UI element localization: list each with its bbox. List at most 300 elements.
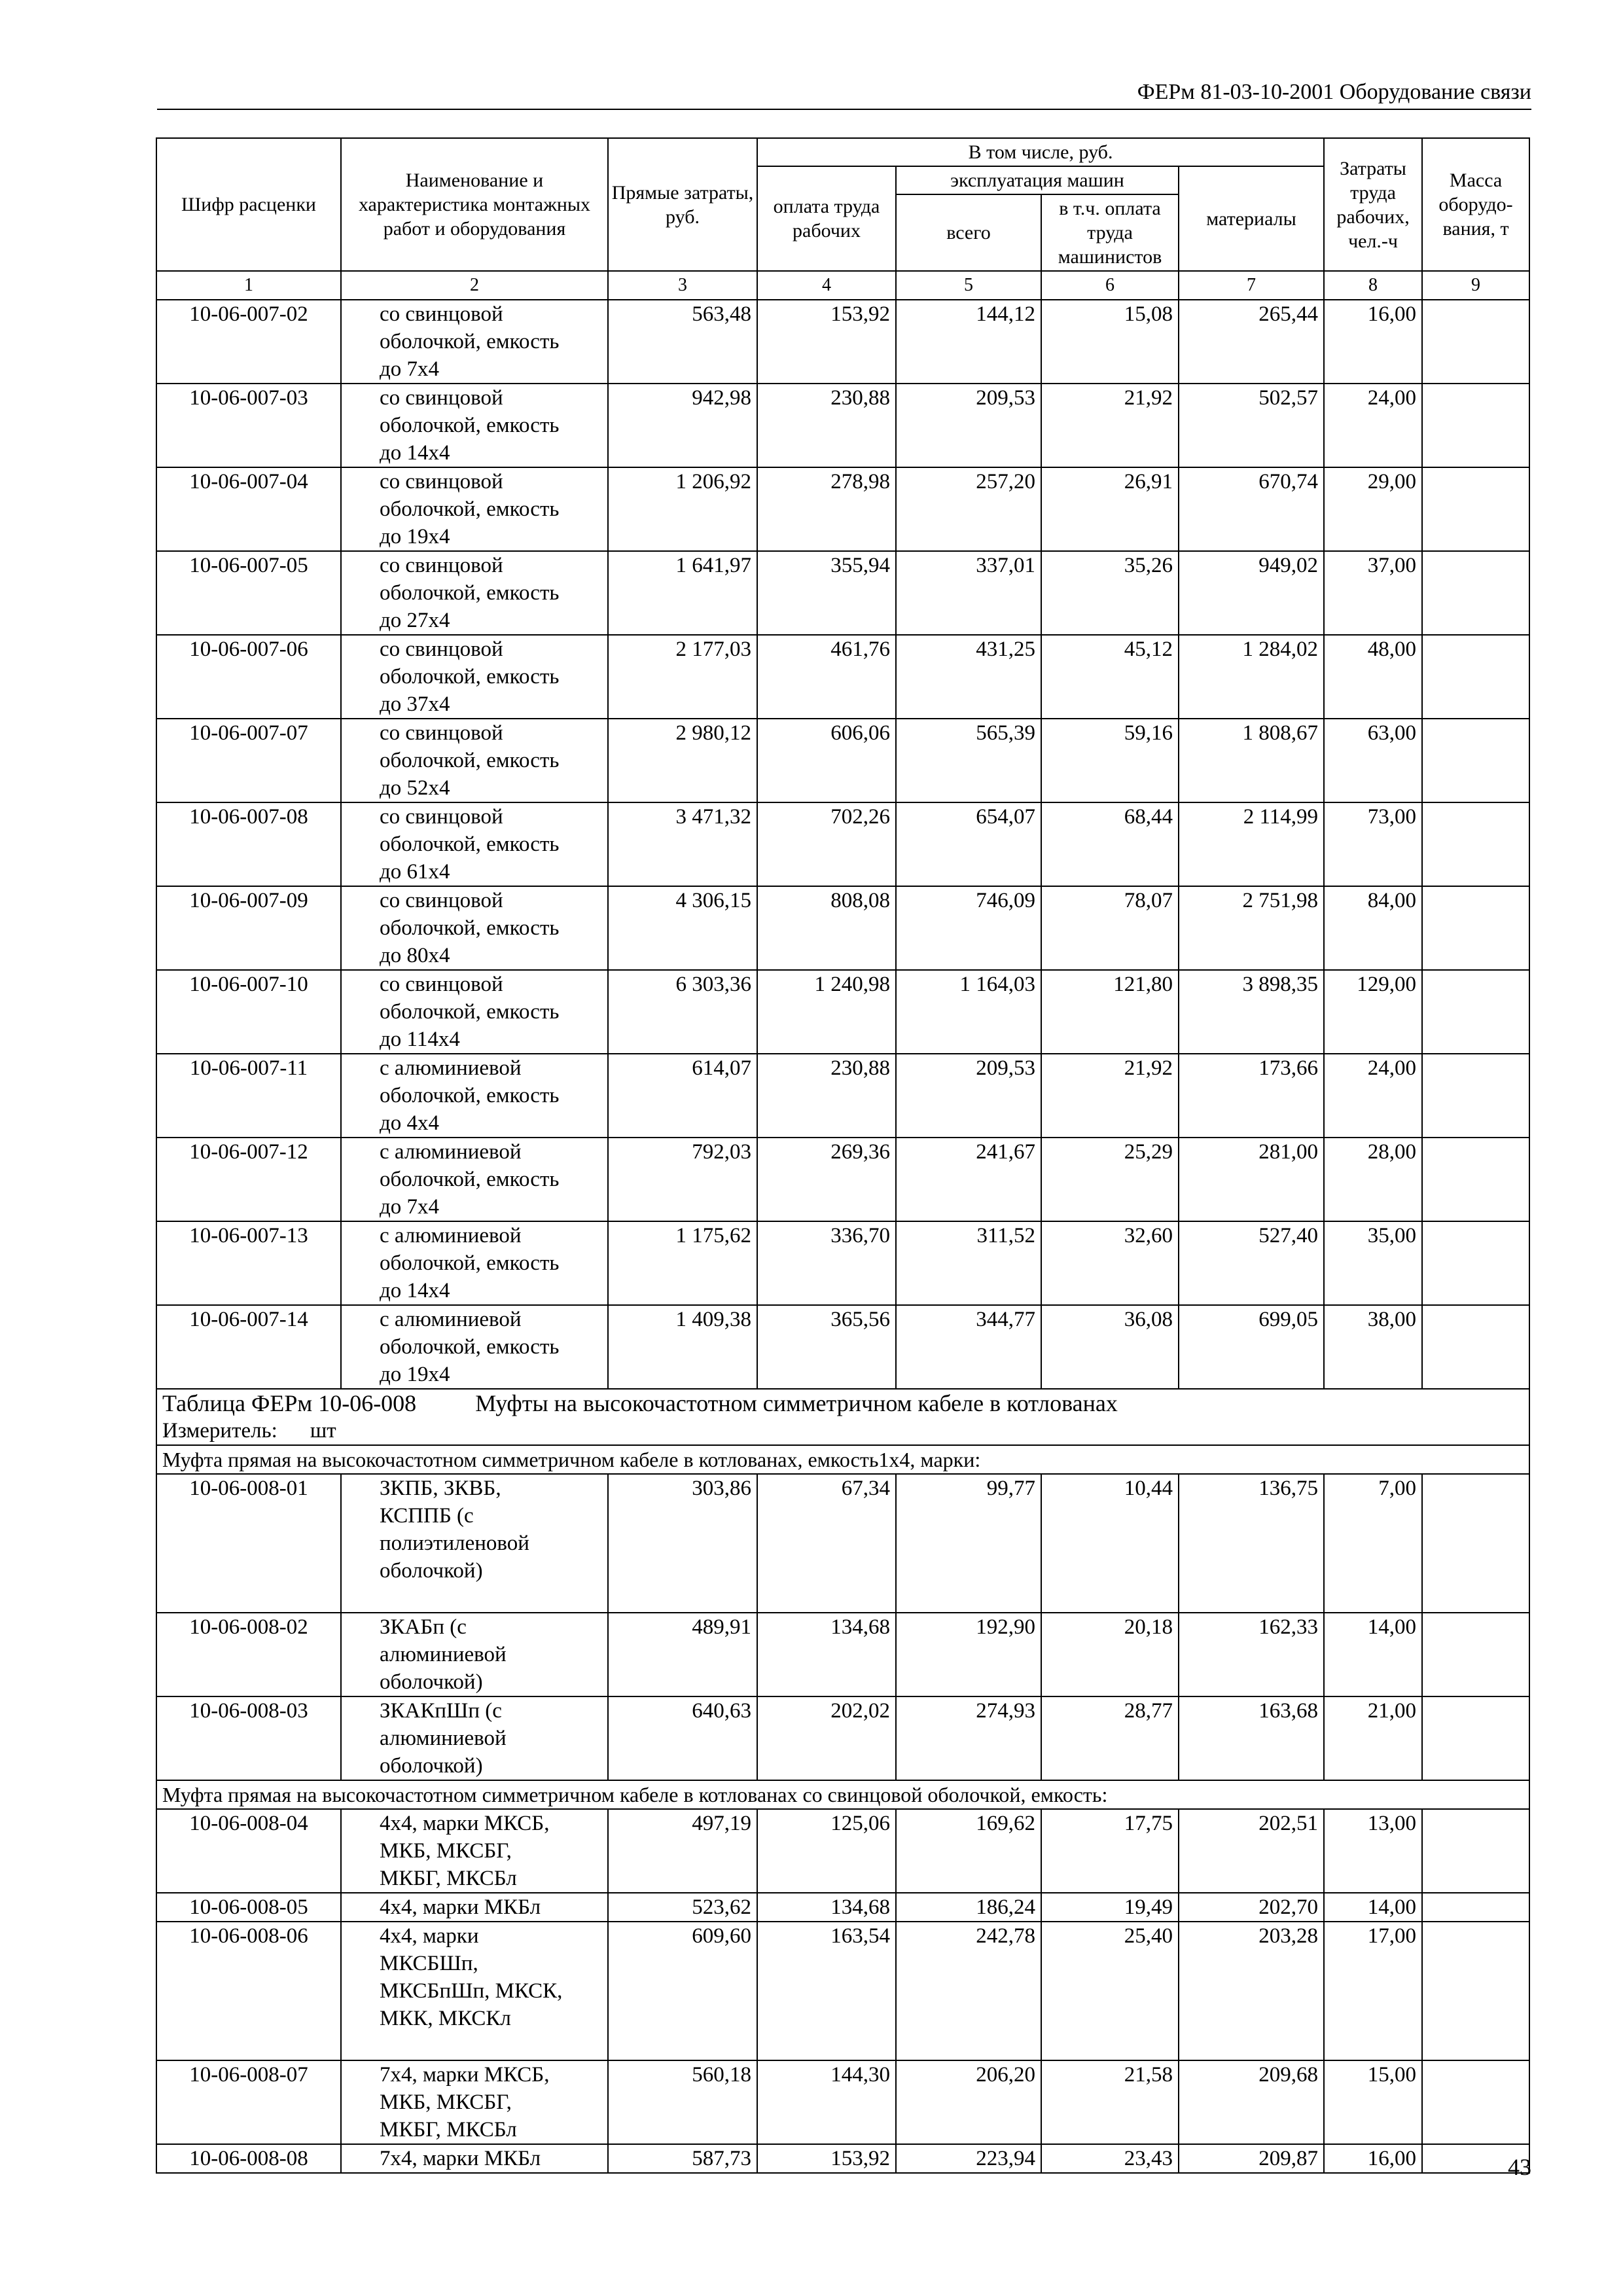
value-cell: 68,44 bbox=[1041, 802, 1179, 886]
table-row bbox=[156, 1305, 1529, 1389]
section-row bbox=[156, 1445, 1529, 1474]
rate-code: 10-06-007-13 bbox=[156, 1221, 341, 1305]
work-name-line: с алюминиевой bbox=[380, 1140, 522, 1164]
value-cell bbox=[1422, 1613, 1529, 1696]
work-name-line: до 19х4 bbox=[380, 525, 450, 548]
column-number: 5 bbox=[896, 271, 1041, 300]
column-number: 6 bbox=[1041, 271, 1179, 300]
value-cell: 4 306,15 bbox=[608, 886, 757, 970]
value-cell: 13,00 bbox=[1324, 1809, 1422, 1893]
table-row bbox=[156, 1922, 1529, 2060]
work-name bbox=[341, 719, 608, 802]
rate-code: 10-06-007-08 bbox=[156, 802, 341, 886]
value-cell: 45,12 bbox=[1041, 635, 1179, 719]
page-header bbox=[157, 77, 1531, 110]
value-cell: 32,60 bbox=[1041, 1221, 1179, 1305]
value-cell: 26,91 bbox=[1041, 467, 1179, 551]
value-cell: 431,25 bbox=[896, 635, 1041, 719]
value-cell: 173,66 bbox=[1179, 1054, 1324, 1138]
value-cell: 21,58 bbox=[1041, 2060, 1179, 2144]
value-cell: 274,93 bbox=[896, 1696, 1041, 1780]
work-name-line: оболочкой, емкость bbox=[380, 916, 560, 940]
rate-code: 10-06-007-02 bbox=[156, 300, 341, 384]
value-cell bbox=[1422, 551, 1529, 635]
work-name-line: со свинцовой bbox=[380, 302, 503, 326]
value-cell: 14,00 bbox=[1324, 1893, 1422, 1922]
table-row bbox=[156, 1809, 1529, 1893]
rate-code: 10-06-007-12 bbox=[156, 1138, 341, 1221]
work-name-line: МКБ, МКСБГ, bbox=[380, 2090, 512, 2114]
work-name-line: оболочкой) bbox=[380, 1754, 483, 1778]
work-name-line: МКК, МКСКл bbox=[380, 2007, 511, 2030]
value-cell: 209,53 bbox=[896, 1054, 1041, 1138]
value-cell: 209,68 bbox=[1179, 2060, 1324, 2144]
value-cell: 242,78 bbox=[896, 1922, 1041, 2060]
work-name-line: оболочкой, емкость bbox=[380, 330, 560, 353]
column-number: 9 bbox=[1422, 271, 1529, 300]
column-number: 3 bbox=[608, 271, 757, 300]
table-row bbox=[156, 802, 1529, 886]
value-cell: 303,86 bbox=[608, 1474, 757, 1613]
value-cell: 24,00 bbox=[1324, 384, 1422, 467]
value-cell: 21,92 bbox=[1041, 1054, 1179, 1138]
work-name-line: 4х4, марки bbox=[380, 1924, 479, 1948]
section-heading: Муфта прямая на высокочастотном симметричном кабеле в котлованах, емкость1х4, марки: bbox=[156, 1445, 1529, 1474]
work-name bbox=[341, 1696, 608, 1780]
rate-code: 10-06-008-01 bbox=[156, 1474, 341, 1613]
work-name bbox=[341, 970, 608, 1054]
work-name bbox=[341, 1138, 608, 1221]
value-cell: 163,68 bbox=[1179, 1696, 1324, 1780]
value-cell: 699,05 bbox=[1179, 1305, 1324, 1389]
table-row bbox=[156, 1474, 1529, 1613]
value-cell: 563,48 bbox=[608, 300, 757, 384]
value-cell: 17,75 bbox=[1041, 1809, 1179, 1893]
work-name-line: со свинцовой bbox=[380, 721, 503, 745]
work-name-line: оболочкой, емкость bbox=[380, 749, 560, 772]
col-machines-header: эксплуатация машин bbox=[896, 166, 1179, 194]
value-cell: 186,24 bbox=[896, 1893, 1041, 1922]
work-name-line: со свинцовой bbox=[380, 889, 503, 912]
col-labor-header: Затраты труда рабочих, чел.-ч bbox=[1324, 138, 1422, 271]
table-title-row bbox=[156, 1389, 1529, 1417]
value-cell: 15,08 bbox=[1041, 300, 1179, 384]
col-wage-header: оплата труда рабочих bbox=[757, 166, 896, 271]
work-name bbox=[341, 551, 608, 635]
value-cell: 206,20 bbox=[896, 2060, 1041, 2144]
work-name-line: МКБ, МКСБГ, bbox=[380, 1839, 512, 1863]
meter bbox=[156, 1417, 1529, 1445]
column-number: 7 bbox=[1179, 271, 1324, 300]
value-cell: 269,36 bbox=[757, 1138, 896, 1221]
work-name-line: МКСБШп, bbox=[380, 1952, 478, 1975]
rate-code: 10-06-008-07 bbox=[156, 2060, 341, 2144]
work-name bbox=[341, 1922, 608, 2060]
rate-code: 10-06-008-05 bbox=[156, 1893, 341, 1922]
meter-unit: шт bbox=[310, 1419, 336, 1443]
work-name-line: с алюминиевой bbox=[380, 1308, 522, 1331]
rate-code: 10-06-007-06 bbox=[156, 635, 341, 719]
work-name bbox=[341, 2144, 608, 2173]
value-cell: 560,18 bbox=[608, 2060, 757, 2144]
value-cell: 17,00 bbox=[1324, 1922, 1422, 2060]
table-row bbox=[156, 719, 1529, 802]
value-cell: 1 409,38 bbox=[608, 1305, 757, 1389]
value-cell: 25,29 bbox=[1041, 1138, 1179, 1221]
work-name bbox=[341, 886, 608, 970]
rate-code: 10-06-007-04 bbox=[156, 467, 341, 551]
work-name-line: оболочкой, емкость bbox=[380, 581, 560, 605]
meter-label: Измеритель: bbox=[162, 1419, 277, 1443]
table-row bbox=[156, 551, 1529, 635]
work-name-line: алюминиевой bbox=[380, 1727, 507, 1750]
work-name-line: 7х4, марки МКБл bbox=[380, 2147, 541, 2170]
rate-code: 10-06-008-06 bbox=[156, 1922, 341, 2060]
table-row bbox=[156, 1054, 1529, 1138]
work-name-line: 7х4, марки МКСБ, bbox=[380, 2063, 550, 2087]
table-title bbox=[156, 1389, 1529, 1417]
value-cell: 230,88 bbox=[757, 1054, 896, 1138]
value-cell: 502,57 bbox=[1179, 384, 1324, 467]
value-cell: 21,00 bbox=[1324, 1696, 1422, 1780]
section-row bbox=[156, 1780, 1529, 1809]
rate-code: 10-06-007-10 bbox=[156, 970, 341, 1054]
value-cell: 37,00 bbox=[1324, 551, 1422, 635]
value-cell: 606,06 bbox=[757, 719, 896, 802]
column-number-row bbox=[156, 271, 1529, 300]
value-cell bbox=[1422, 1809, 1529, 1893]
value-cell: 144,30 bbox=[757, 2060, 896, 2144]
value-cell: 209,53 bbox=[896, 384, 1041, 467]
table-label: Таблица ФЕРм 10-06-008 bbox=[162, 1390, 417, 1416]
work-name-line: КСППБ (с bbox=[380, 1504, 474, 1528]
work-name-line: с алюминиевой bbox=[380, 1056, 522, 1080]
work-name-line: со свинцовой bbox=[380, 973, 503, 996]
col-materials-header: материалы bbox=[1179, 166, 1324, 271]
value-cell: 3 898,35 bbox=[1179, 970, 1324, 1054]
work-name bbox=[341, 467, 608, 551]
rate-code: 10-06-007-09 bbox=[156, 886, 341, 970]
value-cell: 20,18 bbox=[1041, 1613, 1179, 1696]
col-total-header: всего bbox=[896, 194, 1041, 271]
pricing-table bbox=[156, 137, 1530, 2174]
value-cell bbox=[1422, 886, 1529, 970]
value-cell: 202,70 bbox=[1179, 1893, 1324, 1922]
work-name-line: до 61х4 bbox=[380, 860, 450, 884]
value-cell: 63,00 bbox=[1324, 719, 1422, 802]
work-name-line: со свинцовой bbox=[380, 386, 503, 410]
value-cell: 192,90 bbox=[896, 1613, 1041, 1696]
value-cell: 2 980,12 bbox=[608, 719, 757, 802]
work-name-line: со свинцовой bbox=[380, 805, 503, 829]
value-cell: 489,91 bbox=[608, 1613, 757, 1696]
rate-code: 10-06-007-11 bbox=[156, 1054, 341, 1138]
value-cell: 942,98 bbox=[608, 384, 757, 467]
value-cell: 35,26 bbox=[1041, 551, 1179, 635]
work-name bbox=[341, 1613, 608, 1696]
work-name-line: ЗКПБ, ЗКВБ, bbox=[380, 1477, 501, 1500]
table-heading: Муфты на высокочастотном симметричном кабеле в котлованах bbox=[475, 1390, 1118, 1416]
work-name-line: оболочкой, емкость bbox=[380, 497, 560, 521]
value-cell bbox=[1422, 1221, 1529, 1305]
value-cell: 129,00 bbox=[1324, 970, 1422, 1054]
value-cell: 670,74 bbox=[1179, 467, 1324, 551]
work-name-line: МКСБпШп, МКСК, bbox=[380, 1979, 563, 2003]
value-cell: 230,88 bbox=[757, 384, 896, 467]
work-name-line: оболочкой, емкость bbox=[380, 665, 560, 689]
rate-code: 10-06-008-03 bbox=[156, 1696, 341, 1780]
work-name bbox=[341, 1893, 608, 1922]
work-name-line: оболочкой, емкость bbox=[380, 1000, 560, 1024]
value-cell: 344,77 bbox=[896, 1305, 1041, 1389]
work-name-line: до 14х4 bbox=[380, 1279, 450, 1302]
value-cell: 2 751,98 bbox=[1179, 886, 1324, 970]
value-cell bbox=[1422, 1138, 1529, 1221]
value-cell: 29,00 bbox=[1324, 467, 1422, 551]
work-name-line: до 27х4 bbox=[380, 609, 450, 632]
value-cell: 99,77 bbox=[896, 1474, 1041, 1613]
value-cell: 7,00 bbox=[1324, 1474, 1422, 1613]
value-cell bbox=[1422, 467, 1529, 551]
value-cell: 10,44 bbox=[1041, 1474, 1179, 1613]
value-cell: 134,68 bbox=[757, 1893, 896, 1922]
value-cell: 169,62 bbox=[896, 1809, 1041, 1893]
value-cell bbox=[1422, 970, 1529, 1054]
work-name-line: оболочкой, емкость bbox=[380, 414, 560, 437]
value-cell: 1 164,03 bbox=[896, 970, 1041, 1054]
work-name-line: до 7х4 bbox=[380, 1195, 440, 1219]
rate-code: 10-06-007-14 bbox=[156, 1305, 341, 1389]
value-cell: 136,75 bbox=[1179, 1474, 1324, 1613]
value-cell: 497,19 bbox=[608, 1809, 757, 1893]
work-name-line: оболочкой) bbox=[380, 1559, 483, 1583]
table-row bbox=[156, 2060, 1529, 2144]
value-cell bbox=[1422, 719, 1529, 802]
work-name bbox=[341, 802, 608, 886]
value-cell: 702,26 bbox=[757, 802, 896, 886]
value-cell: 241,67 bbox=[896, 1138, 1041, 1221]
col-name-header: Наименование и характеристика монтажных работ и оборудования bbox=[341, 138, 608, 271]
value-cell: 16,00 bbox=[1324, 300, 1422, 384]
work-name-line: до 37х4 bbox=[380, 692, 450, 716]
section-heading: Муфта прямая на высокочастотном симметричном кабеле в котлованах со свинцовой оболочкой, емкость: bbox=[156, 1780, 1529, 1809]
value-cell: 23,43 bbox=[1041, 2144, 1179, 2173]
work-name-line: МКБГ, МКСБл bbox=[380, 2118, 517, 2142]
value-cell: 2 177,03 bbox=[608, 635, 757, 719]
value-cell: 337,01 bbox=[896, 551, 1041, 635]
value-cell: 35,00 bbox=[1324, 1221, 1422, 1305]
value-cell bbox=[1422, 1054, 1529, 1138]
value-cell: 223,94 bbox=[896, 2144, 1041, 2173]
work-name-line: ЗКАБп (с bbox=[380, 1615, 467, 1639]
work-name-line: оболочкой, емкость bbox=[380, 833, 560, 856]
value-cell: 19,49 bbox=[1041, 1893, 1179, 1922]
rate-code: 10-06-007-03 bbox=[156, 384, 341, 467]
value-cell bbox=[1422, 1305, 1529, 1389]
value-cell: 15,00 bbox=[1324, 2060, 1422, 2144]
value-cell: 1 240,98 bbox=[757, 970, 896, 1054]
value-cell: 355,94 bbox=[757, 551, 896, 635]
meter-row bbox=[156, 1417, 1529, 1445]
value-cell: 265,44 bbox=[1179, 300, 1324, 384]
work-name-line: со свинцовой bbox=[380, 637, 503, 661]
value-cell bbox=[1422, 1893, 1529, 1922]
value-cell bbox=[1422, 1696, 1529, 1780]
value-cell bbox=[1422, 300, 1529, 384]
col-mass-header: Масса оборудо-вания, т bbox=[1422, 138, 1529, 271]
value-cell: 67,34 bbox=[757, 1474, 896, 1613]
value-cell: 257,20 bbox=[896, 467, 1041, 551]
value-cell bbox=[1422, 802, 1529, 886]
value-cell: 365,56 bbox=[757, 1305, 896, 1389]
work-name-line: до 52х4 bbox=[380, 776, 450, 800]
column-number: 4 bbox=[757, 271, 896, 300]
value-cell: 746,09 bbox=[896, 886, 1041, 970]
value-cell: 792,03 bbox=[608, 1138, 757, 1221]
col-direct-header: Прямые затраты, руб. bbox=[608, 138, 757, 271]
value-cell bbox=[1422, 635, 1529, 719]
work-name-line: оболочкой) bbox=[380, 1670, 483, 1694]
value-cell: 162,33 bbox=[1179, 1613, 1324, 1696]
value-cell bbox=[1422, 2060, 1529, 2144]
work-name-line: МКБГ, МКСБл bbox=[380, 1867, 517, 1890]
col-code-header: Шифр расценки bbox=[156, 138, 341, 271]
col-incl-header: В том числе, руб. bbox=[757, 138, 1324, 166]
work-name bbox=[341, 1474, 608, 1613]
work-name bbox=[341, 1305, 608, 1389]
value-cell: 78,07 bbox=[1041, 886, 1179, 970]
value-cell: 48,00 bbox=[1324, 635, 1422, 719]
work-name-line: оболочкой, емкость bbox=[380, 1335, 560, 1359]
table-row bbox=[156, 1613, 1529, 1696]
work-name-line: алюминиевой bbox=[380, 1643, 507, 1666]
rate-code: 10-06-007-05 bbox=[156, 551, 341, 635]
work-name-line: ЗКАКпШп (с bbox=[380, 1699, 502, 1723]
value-cell: 125,06 bbox=[757, 1809, 896, 1893]
work-name-line: оболочкой, емкость bbox=[380, 1251, 560, 1275]
value-cell: 25,40 bbox=[1041, 1922, 1179, 2060]
work-name-line: до 14х4 bbox=[380, 441, 450, 465]
value-cell: 144,12 bbox=[896, 300, 1041, 384]
rate-code: 10-06-008-08 bbox=[156, 2144, 341, 2173]
value-cell: 14,00 bbox=[1324, 1613, 1422, 1696]
value-cell: 587,73 bbox=[608, 2144, 757, 2173]
work-name-line: оболочкой, емкость bbox=[380, 1168, 560, 1191]
table-row bbox=[156, 635, 1529, 719]
col-operators-header: в т.ч. оплата труда машинистов bbox=[1041, 194, 1179, 271]
value-cell: 1 284,02 bbox=[1179, 635, 1324, 719]
work-name-line: оболочкой, емкость bbox=[380, 1084, 560, 1107]
table-row bbox=[156, 467, 1529, 551]
table-row bbox=[156, 1696, 1529, 1780]
work-name-line: до 7х4 bbox=[380, 357, 440, 381]
work-name-line: до 19х4 bbox=[380, 1363, 450, 1386]
value-cell: 6 303,36 bbox=[608, 970, 757, 1054]
value-cell: 1 808,67 bbox=[1179, 719, 1324, 802]
value-cell: 1 206,92 bbox=[608, 467, 757, 551]
value-cell: 461,76 bbox=[757, 635, 896, 719]
work-name bbox=[341, 1221, 608, 1305]
work-name bbox=[341, 1054, 608, 1138]
table-row bbox=[156, 886, 1529, 970]
work-name-line: полиэтиленовой bbox=[380, 1532, 529, 1555]
column-number: 8 bbox=[1324, 271, 1422, 300]
value-cell: 527,40 bbox=[1179, 1221, 1324, 1305]
value-cell: 153,92 bbox=[757, 300, 896, 384]
work-name-line: до 4х4 bbox=[380, 1111, 440, 1135]
value-cell: 209,87 bbox=[1179, 2144, 1324, 2173]
value-cell: 73,00 bbox=[1324, 802, 1422, 886]
rate-code: 10-06-008-02 bbox=[156, 1613, 341, 1696]
work-name-line: с алюминиевой bbox=[380, 1224, 522, 1247]
table-row bbox=[156, 1221, 1529, 1305]
rate-code: 10-06-007-07 bbox=[156, 719, 341, 802]
value-cell: 336,70 bbox=[757, 1221, 896, 1305]
table-row bbox=[156, 1893, 1529, 1922]
work-name bbox=[341, 2060, 608, 2144]
value-cell: 311,52 bbox=[896, 1221, 1041, 1305]
value-cell: 281,00 bbox=[1179, 1138, 1324, 1221]
header-title: ФЕРм 81-03-10-2001 Оборудование связи bbox=[1137, 80, 1531, 104]
value-cell: 2 114,99 bbox=[1179, 802, 1324, 886]
value-cell: 1 641,97 bbox=[608, 551, 757, 635]
value-cell: 59,16 bbox=[1041, 719, 1179, 802]
value-cell: 28,77 bbox=[1041, 1696, 1179, 1780]
value-cell: 654,07 bbox=[896, 802, 1041, 886]
value-cell: 278,98 bbox=[757, 467, 896, 551]
value-cell bbox=[1422, 384, 1529, 467]
value-cell: 609,60 bbox=[608, 1922, 757, 2060]
work-name bbox=[341, 384, 608, 467]
value-cell: 16,00 bbox=[1324, 2144, 1422, 2173]
value-cell: 163,54 bbox=[757, 1922, 896, 2060]
value-cell: 523,62 bbox=[608, 1893, 757, 1922]
work-name-line: 4х4, марки МКБл bbox=[380, 1895, 541, 1919]
value-cell: 21,92 bbox=[1041, 384, 1179, 467]
value-cell: 134,68 bbox=[757, 1613, 896, 1696]
table-row bbox=[156, 970, 1529, 1054]
value-cell: 38,00 bbox=[1324, 1305, 1422, 1389]
column-number: 2 bbox=[341, 271, 608, 300]
work-name bbox=[341, 635, 608, 719]
value-cell: 153,92 bbox=[757, 2144, 896, 2173]
value-cell: 3 471,32 bbox=[608, 802, 757, 886]
page-number: 43 bbox=[1508, 2154, 1531, 2180]
work-name-line: 4х4, марки МКСБ, bbox=[380, 1812, 550, 1835]
table-row bbox=[156, 300, 1529, 384]
work-name bbox=[341, 300, 608, 384]
value-cell: 28,00 bbox=[1324, 1138, 1422, 1221]
table-row bbox=[156, 2144, 1529, 2173]
value-cell: 565,39 bbox=[896, 719, 1041, 802]
value-cell: 36,08 bbox=[1041, 1305, 1179, 1389]
column-number: 1 bbox=[156, 271, 341, 300]
rate-code: 10-06-008-04 bbox=[156, 1809, 341, 1893]
value-cell: 121,80 bbox=[1041, 970, 1179, 1054]
work-name-line: со свинцовой bbox=[380, 554, 503, 577]
value-cell: 202,51 bbox=[1179, 1809, 1324, 1893]
value-cell: 202,02 bbox=[757, 1696, 896, 1780]
value-cell bbox=[1422, 1922, 1529, 2060]
value-cell: 1 175,62 bbox=[608, 1221, 757, 1305]
value-cell: 84,00 bbox=[1324, 886, 1422, 970]
value-cell: 640,63 bbox=[608, 1696, 757, 1780]
value-cell: 614,07 bbox=[608, 1054, 757, 1138]
value-cell bbox=[1422, 1474, 1529, 1613]
table-row bbox=[156, 1138, 1529, 1221]
value-cell: 949,02 bbox=[1179, 551, 1324, 635]
work-name-line: со свинцовой bbox=[380, 470, 503, 493]
